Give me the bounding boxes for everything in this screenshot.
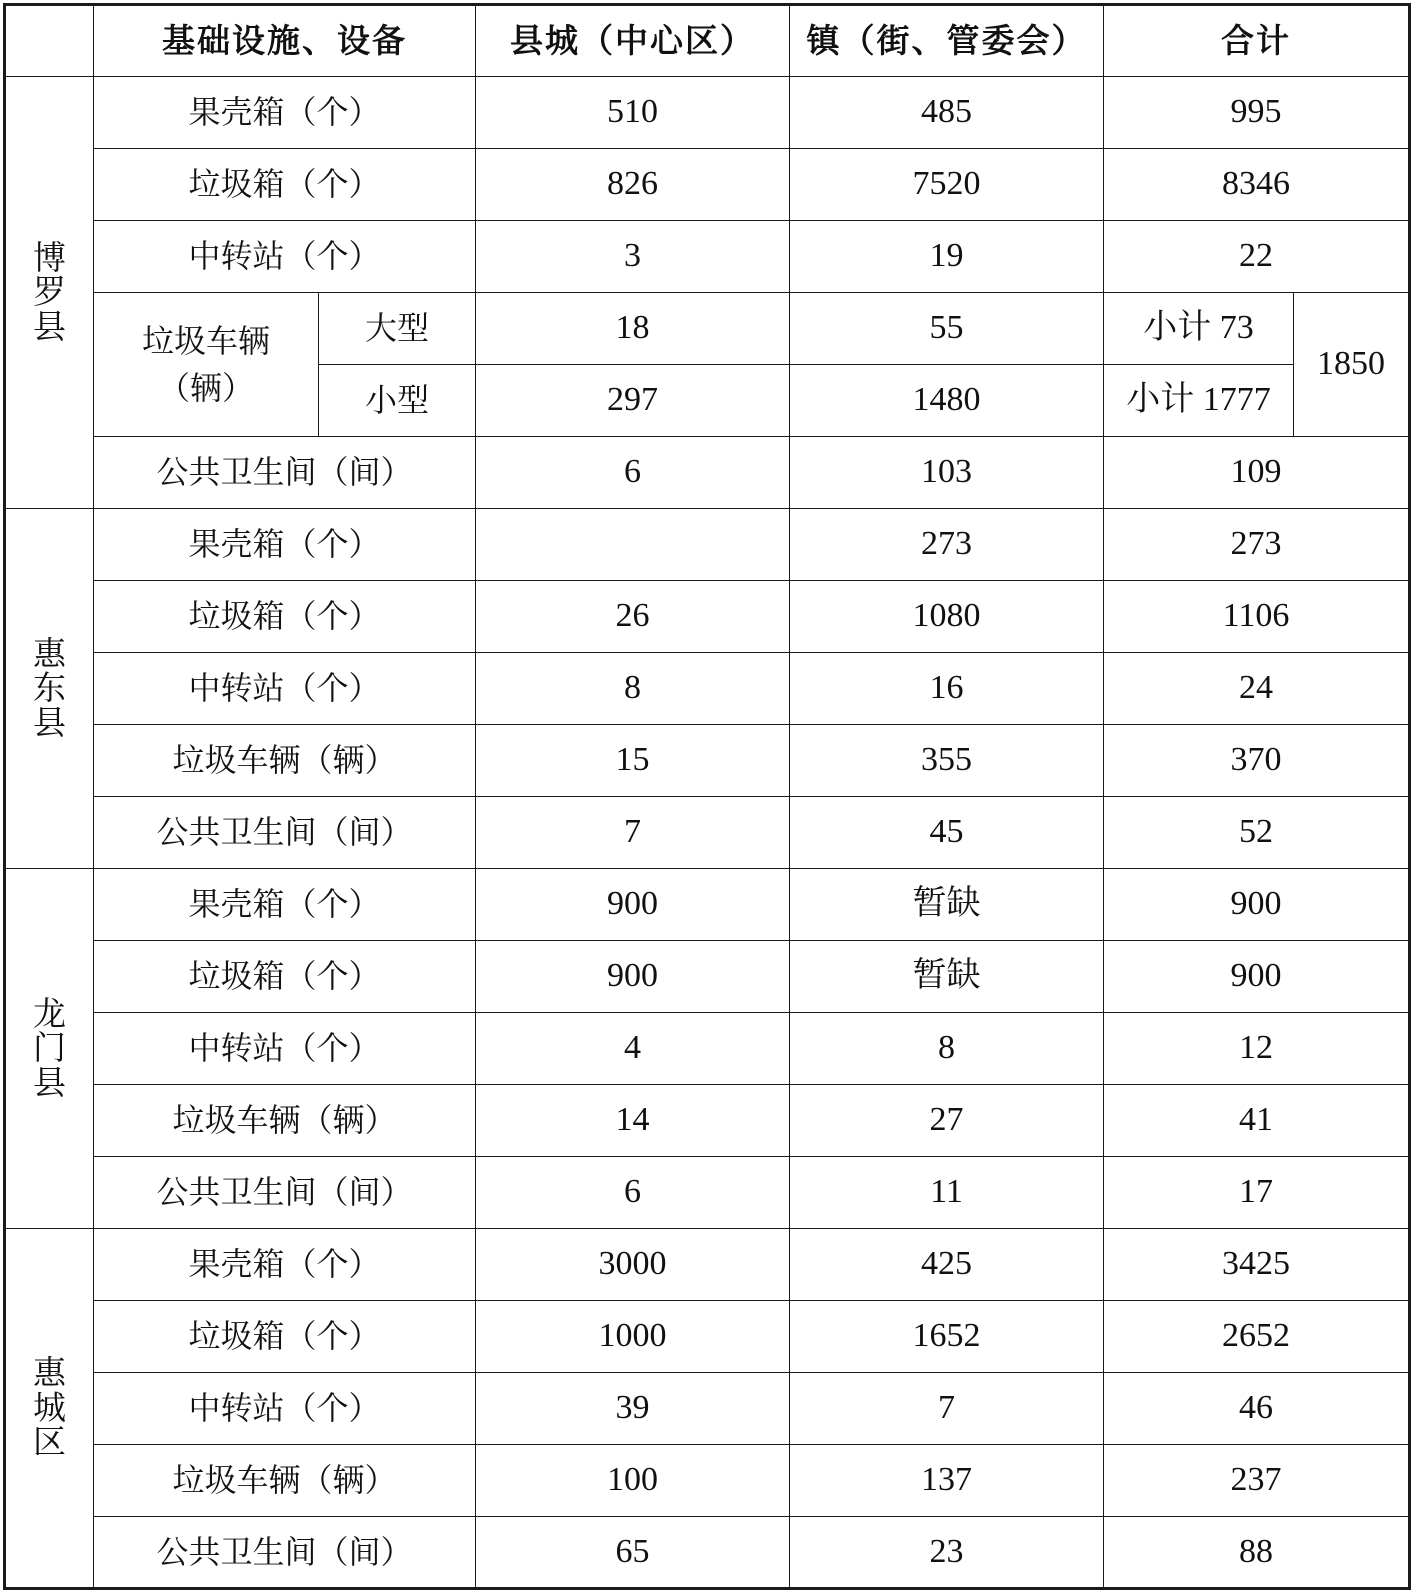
item-cell: 中转站（个） <box>94 1013 476 1085</box>
county-town-cell: 3 <box>476 221 790 293</box>
item-cell: 垃圾箱（个） <box>94 941 476 1013</box>
region-label <box>5 509 94 869</box>
county-town-cell: 6 <box>476 437 790 509</box>
county-town-cell: 1000 <box>476 1301 790 1373</box>
county-town-cell: 900 <box>476 941 790 1013</box>
item-cell: 果壳箱（个） <box>94 1229 476 1301</box>
header-facility: 基础设施、设备 <box>94 5 476 77</box>
county-town-cell: 8 <box>476 653 790 725</box>
county-town-cell: 18 <box>476 293 790 365</box>
table-row <box>5 653 1410 725</box>
township-cell: 11 <box>790 1157 1104 1229</box>
township-cell: 137 <box>790 1445 1104 1517</box>
table-row <box>5 1301 1410 1373</box>
table-row <box>5 941 1410 1013</box>
county-town-cell: 14 <box>476 1085 790 1157</box>
total-cell: 12 <box>1104 1013 1410 1085</box>
total-cell: 900 <box>1104 941 1410 1013</box>
total-cell: 109 <box>1104 437 1410 509</box>
table-row <box>5 1013 1410 1085</box>
township-cell: 暂缺 <box>790 941 1104 1013</box>
township-cell: 16 <box>790 653 1104 725</box>
header-township: 镇（街、管委会） <box>790 5 1104 77</box>
total-cell: 273 <box>1104 509 1410 581</box>
total-cell: 52 <box>1104 797 1410 869</box>
table-row <box>5 1157 1410 1229</box>
table-row <box>5 581 1410 653</box>
subtotal-cell: 小计 73 <box>1104 293 1294 365</box>
township-cell: 485 <box>790 77 1104 149</box>
table-row <box>5 293 1410 365</box>
total-cell: 17 <box>1104 1157 1410 1229</box>
township-cell: 45 <box>790 797 1104 869</box>
item-cell: 果壳箱（个） <box>94 509 476 581</box>
total-cell: 88 <box>1104 1517 1410 1589</box>
item-cell: 垃圾箱（个） <box>94 1301 476 1373</box>
county-town-cell: 900 <box>476 869 790 941</box>
region-name: 惠城区 <box>32 1353 66 1462</box>
table-row <box>5 1085 1410 1157</box>
total-cell: 3425 <box>1104 1229 1410 1301</box>
county-town-cell <box>476 509 790 581</box>
township-cell: 1080 <box>790 581 1104 653</box>
item-cell: 中转站（个） <box>94 221 476 293</box>
vehicle-grand-total-cell: 1850 <box>1294 293 1410 437</box>
table-row <box>5 437 1410 509</box>
county-town-cell: 4 <box>476 1013 790 1085</box>
table-row <box>5 1445 1410 1517</box>
table-row <box>5 1229 1410 1301</box>
township-cell: 1480 <box>790 365 1104 437</box>
item-cell: 垃圾箱（个） <box>94 149 476 221</box>
table-row <box>5 509 1410 581</box>
county-town-cell: 39 <box>476 1373 790 1445</box>
total-cell: 2652 <box>1104 1301 1410 1373</box>
township-cell: 103 <box>790 437 1104 509</box>
item-cell: 垃圾车辆（辆） <box>94 725 476 797</box>
region-label <box>5 77 94 509</box>
vehicle-size-cell: 大型 <box>319 293 476 365</box>
region-name: 惠东县 <box>32 633 66 742</box>
table-row <box>5 797 1410 869</box>
county-town-cell: 100 <box>476 1445 790 1517</box>
township-cell: 19 <box>790 221 1104 293</box>
item-cell: 中转站（个） <box>94 1373 476 1445</box>
table-row <box>5 1373 1410 1445</box>
item-cell: 垃圾车辆（辆） <box>94 1445 476 1517</box>
county-town-cell: 510 <box>476 77 790 149</box>
total-cell: 22 <box>1104 221 1410 293</box>
township-cell: 23 <box>790 1517 1104 1589</box>
region-name: 龙门县 <box>32 993 66 1102</box>
table-row <box>5 77 1410 149</box>
county-town-cell: 7 <box>476 797 790 869</box>
county-town-cell: 26 <box>476 581 790 653</box>
township-cell: 1652 <box>790 1301 1104 1373</box>
region-label <box>5 1229 94 1589</box>
township-cell: 暂缺 <box>790 869 1104 941</box>
table-row <box>5 1517 1410 1589</box>
vehicle-item-cell <box>94 293 319 437</box>
township-cell: 7 <box>790 1373 1104 1445</box>
region-name: 博罗县 <box>32 237 66 346</box>
township-cell: 27 <box>790 1085 1104 1157</box>
item-cell: 果壳箱（个） <box>94 869 476 941</box>
total-cell: 41 <box>1104 1085 1410 1157</box>
item-cell: 公共卫生间（间） <box>94 437 476 509</box>
total-cell: 370 <box>1104 725 1410 797</box>
subtotal-cell: 小计 1777 <box>1104 365 1294 437</box>
total-cell: 1106 <box>1104 581 1410 653</box>
township-cell: 55 <box>790 293 1104 365</box>
county-town-cell: 826 <box>476 149 790 221</box>
header-corner-cell <box>5 5 94 77</box>
header-total: 合计 <box>1104 5 1410 77</box>
county-town-cell: 6 <box>476 1157 790 1229</box>
total-cell: 24 <box>1104 653 1410 725</box>
total-cell: 46 <box>1104 1373 1410 1445</box>
item-cell: 中转站（个） <box>94 653 476 725</box>
item-cell: 垃圾箱（个） <box>94 581 476 653</box>
table-row <box>5 725 1410 797</box>
item-cell: 公共卫生间（间） <box>94 1517 476 1589</box>
township-cell: 425 <box>790 1229 1104 1301</box>
table-row <box>5 149 1410 221</box>
table-row <box>5 221 1410 293</box>
item-cell: 垃圾车辆（辆） <box>94 1085 476 1157</box>
header-row <box>5 5 1410 77</box>
vehicle-item-label: 垃圾车辆（辆） <box>141 322 270 407</box>
county-town-cell: 15 <box>476 725 790 797</box>
vehicle-size-cell: 小型 <box>319 365 476 437</box>
township-cell: 7520 <box>790 149 1104 221</box>
total-cell: 995 <box>1104 77 1410 149</box>
facilities-table <box>3 3 1411 1590</box>
total-cell: 8346 <box>1104 149 1410 221</box>
region-label <box>5 869 94 1229</box>
county-town-cell: 65 <box>476 1517 790 1589</box>
table-row <box>5 869 1410 941</box>
township-cell: 273 <box>790 509 1104 581</box>
county-town-cell: 297 <box>476 365 790 437</box>
township-cell: 355 <box>790 725 1104 797</box>
township-cell: 8 <box>790 1013 1104 1085</box>
item-cell: 公共卫生间（间） <box>94 797 476 869</box>
header-county-town: 县城（中心区） <box>476 5 790 77</box>
county-town-cell: 3000 <box>476 1229 790 1301</box>
total-cell: 900 <box>1104 869 1410 941</box>
item-cell: 果壳箱（个） <box>94 77 476 149</box>
total-cell: 237 <box>1104 1445 1410 1517</box>
item-cell: 公共卫生间（间） <box>94 1157 476 1229</box>
